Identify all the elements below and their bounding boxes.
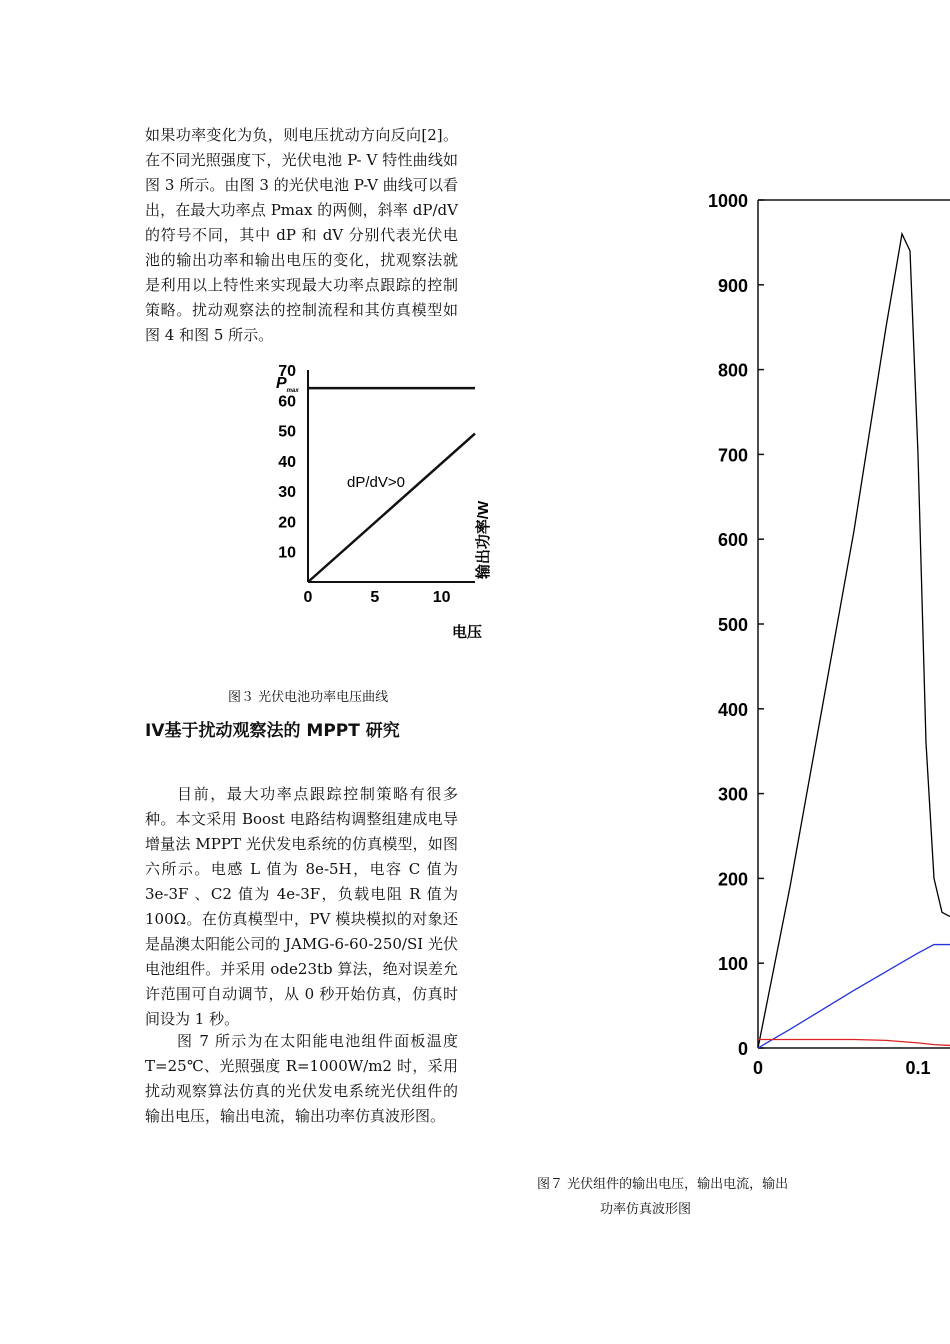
simulation-paragraph: 图 7 所示为在太阳能电池组件面板温度 T=25℃、光照强度 R=1000W/m2 时，采用扰动观察算法仿真的光伏发电系统光伏组件的输出电压，输出电流，输出功率仿真波形图。 [145, 1032, 458, 1125]
figure7-y-tick-label: 500 [717, 615, 748, 635]
figure3-xlabel: 电压 [452, 624, 483, 641]
figure7-y-tick-label: 1000 [707, 191, 748, 211]
figure7-caption-line1: 图７ 光伏组件的输出电压，输出电流，输出 [537, 1177, 789, 1192]
figure3-x-tick-label: 0 [303, 589, 313, 606]
figure3-series-line [308, 434, 475, 582]
figure3-pmax-label: $P_{max}$ [276, 375, 299, 394]
figure3-y-tick-label: 70 [278, 363, 296, 380]
section-heading: IV基于扰动观察法的 MPPT 研究 [145, 721, 400, 741]
figure7-series-line [758, 945, 950, 1048]
figure7-y-tick-label: 900 [717, 275, 748, 296]
figure3-pv-chart [230, 350, 492, 650]
figure7-y-tick-label: 600 [717, 530, 748, 551]
figure7-y-tick-label: 100 [717, 954, 748, 975]
figure7-y-tick-label: 800 [717, 360, 748, 381]
figure7-waveform-chart [700, 180, 950, 1080]
figure3-ylabel: 输出功率/W [475, 500, 492, 580]
figure3-y-tick-label: 60 [278, 393, 296, 411]
figure3-annotation: dP/dV>0 [347, 474, 405, 491]
figure3-y-tick-label: 10 [278, 544, 296, 562]
figure7-series-line [758, 1040, 950, 1046]
figure7-caption-line2: 功率仿真波形图 [600, 1202, 692, 1217]
figure7-y-tick-label: 400 [717, 699, 748, 720]
figure3-x-tick-label: 5 [370, 589, 380, 606]
figure7-x-tick-label: 0.1 [905, 1058, 931, 1078]
figure7-y-tick-label: 700 [717, 445, 748, 466]
intro-paragraph: 如果功率变化为负，则电压扰动方向反向[2]。在不同光照强度下，光伏电池 P- V 特性曲线如图 3 所示。由图 3 的光伏电池 P-V 曲线可以看出，在最大功率点 Pmax 的两侧，斜率 dP/dV 的符号不同，其中 dP 和 dV 分别代表光伏电池的输出功率和输出电压的变化，扰观察法就是利用以上特性来实现最大功率点跟踪的控制策略。扰动观察法的控制流程和其仿真模型如图 4 和图 5 所示。 [145, 126, 458, 344]
figure3-caption: 图３ 光伏电池功率电压曲线 [228, 690, 389, 705]
figure7-series-line [758, 234, 950, 1048]
figure3-y-tick-label: 20 [278, 514, 296, 532]
figure7-y-tick-label: 200 [717, 869, 748, 890]
figure7-x-tick-label: 0 [752, 1058, 764, 1078]
method-paragraph: 目前，最大功率点跟踪控制策略有很多种。本文采用 Boost 电路结构调整组建成电导增量法 MPPT 光伏发电系统的仿真模型，如图六所示。电感 L 值为 8e-5H，电容 C 值为 3e-3F 、C2 值为 4e-3F，负载电阻 R 值为 100Ω。在仿真模型中，PV 模块模拟的对象还是晶澳太阳能公司的 JAMG-6-60-250/SI 光伏电池组件。并采用 ode23tb 算法，绝对误差允许范围可自动调节，从 0 秒开始仿真，仿真时间设为 1 秒。 [145, 785, 458, 1028]
figure3-y-tick-label: 50 [278, 423, 296, 441]
figure3-x-tick-label: 10 [432, 589, 451, 606]
figure3-y-tick-label: 30 [278, 484, 296, 502]
figure3-y-tick-label: 40 [278, 453, 296, 471]
figure7-y-tick-label: 0 [737, 1039, 748, 1059]
figure7-y-tick-label: 300 [717, 784, 748, 805]
